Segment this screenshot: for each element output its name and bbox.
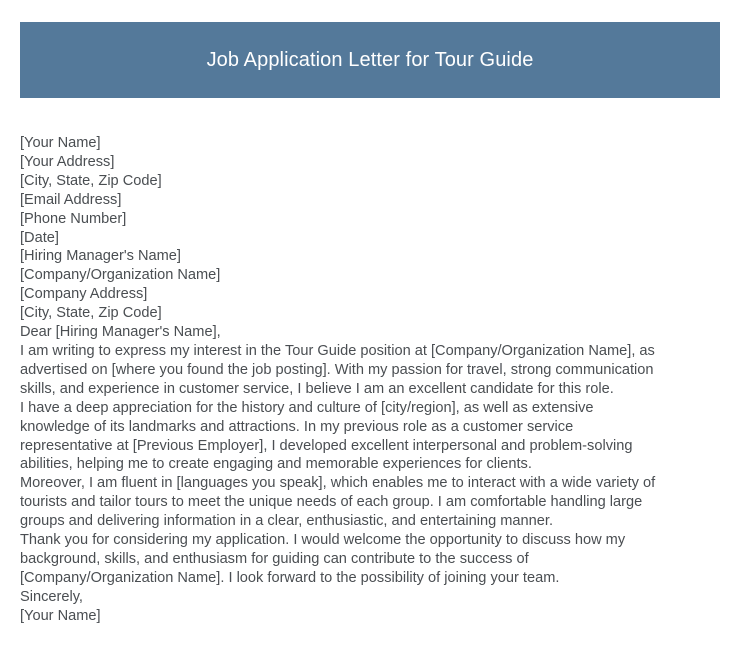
recipient-line: [Hiring Manager's Name] [20,248,181,265]
page-title: Job Application Letter for Tour Guide [206,49,534,71]
paragraph-line: advertised on [where you found the job posting]. With my passion for travel, strong communication [20,361,654,378]
paragraph-line: representative at [Previous Employer], I developed excellent interpersonal and problem-solving [20,437,633,454]
paragraph-line: [Company/Organization Name]. I look forward to the possibility of joining your team. [20,569,560,586]
salutation [20,323,726,342]
paragraph-line: tourists and tailor tours to meet the unique needs of each group. I am comfortable handling large [20,494,643,511]
sender-line: [City, State, Zip Code] [20,172,162,189]
paragraph-line: abilities, helping me to create engaging and memorable experiences for clients. [20,456,532,473]
paragraph-experience [20,399,726,475]
signature-block [20,588,726,626]
sender-address-block [20,134,726,247]
sign-off-line: Sincerely, [20,588,83,605]
signature-name-line: [Your Name] [20,607,101,624]
recipient-address-block [20,247,726,323]
sender-line: [Date] [20,229,59,246]
document-header-banner [20,22,720,98]
paragraph-skills [20,474,726,531]
paragraph-line: I am writing to express my interest in the Tour Guide position at [Company/Organization Name], as [20,342,655,359]
paragraph-line: Thank you for considering my application. I would welcome the opportunity to discuss how my [20,532,626,549]
recipient-line: [Company/Organization Name] [20,267,221,284]
paragraph-intro [20,342,726,399]
salutation-line: Dear [Hiring Manager's Name], [20,324,221,341]
paragraph-line: skills, and experience in customer service, I believe I am an excellent candidate for this role. [20,380,614,397]
sender-line: [Your Name] [20,135,101,151]
recipient-line: [Company Address] [20,286,148,303]
paragraph-line: I have a deep appreciation for the history and culture of [city/region], as well as extensive [20,399,594,416]
paragraph-line: knowledge of its landmarks and attractions. In my previous role as a customer service [20,418,574,435]
letter-body [20,134,726,626]
sender-line: [Your Address] [20,153,115,170]
sender-line: [Email Address] [20,191,122,208]
paragraph-line: Moreover, I am fluent in [languages you speak], which enables me to interact with a wide variety of [20,475,656,492]
paragraph-line: groups and delivering information in a clear, enthusiastic, and entertaining manner. [20,513,553,530]
sender-line: [Phone Number] [20,210,127,227]
paragraph-closing [20,531,726,588]
paragraph-line: background, skills, and enthusiasm for guiding can contribute to the success of [20,550,529,567]
recipient-line: [City, State, Zip Code] [20,305,162,322]
